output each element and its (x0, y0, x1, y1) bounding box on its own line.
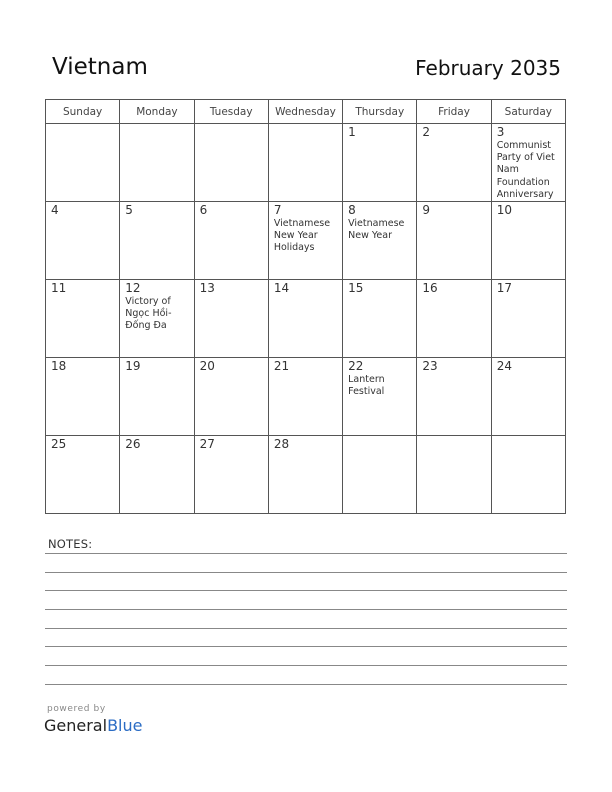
day-number: 27 (199, 437, 215, 452)
holiday-label (417, 373, 490, 374)
holiday-label (417, 139, 490, 140)
day-cell (268, 280, 342, 358)
day-number: 6 (199, 203, 208, 218)
weekday-header: Sunday (46, 100, 120, 124)
holiday-label (195, 295, 268, 296)
day-cell (268, 358, 342, 436)
month-year-title: February 2035 (415, 56, 561, 80)
notes-line (45, 628, 567, 629)
week-row (46, 202, 566, 280)
day-number: 18 (51, 359, 67, 374)
day-cell (194, 358, 268, 436)
day-number: 7 (273, 203, 282, 218)
holiday-label (343, 295, 416, 296)
day-number: 24 (496, 359, 512, 374)
day-cell (343, 280, 417, 358)
holiday-label: Victory of Ngọc Hồi-Đống Đa (125, 296, 172, 332)
day-number: 21 (273, 359, 290, 374)
day-number: 19 (125, 359, 141, 374)
holiday-label (417, 438, 490, 439)
holiday-label (417, 295, 490, 296)
day-cell (417, 358, 491, 436)
day-cell (120, 280, 194, 358)
notes-line (45, 590, 567, 591)
holiday-label (492, 373, 565, 374)
brand-logo[interactable] (44, 716, 142, 735)
holiday-label: Vietnamese New Year Holidays (273, 218, 331, 254)
day-cell (343, 202, 417, 280)
day-cell (120, 124, 194, 202)
holiday-label (195, 126, 268, 127)
day-cell (417, 202, 491, 280)
week-row (46, 280, 566, 358)
day-cell (46, 358, 120, 436)
notes-line (45, 572, 567, 573)
holiday-label (46, 451, 119, 452)
day-number: 2 (422, 125, 431, 139)
holiday-label (120, 126, 193, 127)
weekday-header: Monday (120, 100, 194, 124)
weekday-header: Friday (417, 100, 491, 124)
day-cell (194, 280, 268, 358)
day-cell (491, 280, 565, 358)
day-number: 17 (496, 281, 512, 296)
week-row (46, 358, 566, 436)
holiday-label (195, 217, 268, 218)
notes-line (45, 609, 567, 610)
day-number: 22 (348, 359, 364, 374)
day-cell (417, 124, 491, 202)
day-number: 26 (125, 437, 141, 452)
holiday-label (492, 295, 565, 296)
day-number: 12 (125, 281, 141, 296)
holiday-label (46, 295, 119, 296)
day-number: 25 (51, 437, 67, 452)
notes-line (45, 665, 567, 666)
day-cell (491, 436, 565, 514)
weekday-header: Wednesday (268, 100, 342, 124)
holiday-label (417, 217, 490, 218)
holiday-label (46, 126, 119, 127)
day-cell (46, 124, 120, 202)
day-cell (343, 124, 417, 202)
day-cell (491, 358, 565, 436)
day-cell (491, 202, 565, 280)
holiday-label (269, 295, 342, 296)
day-number: 15 (348, 281, 364, 296)
day-cell (194, 436, 268, 514)
holiday-label (46, 373, 119, 374)
calendar-grid (45, 99, 566, 512)
holiday-label (120, 217, 193, 218)
holiday-label (492, 438, 565, 439)
day-cell (120, 202, 194, 280)
notes-label: NOTES: (48, 537, 93, 551)
day-cell (46, 202, 120, 280)
notes-line (45, 553, 567, 554)
brand-blue: Blue (107, 716, 143, 735)
day-number: 20 (199, 359, 215, 374)
day-cell (194, 202, 268, 280)
day-cell (417, 280, 491, 358)
day-number: 3 (496, 125, 505, 139)
notes-line (45, 646, 567, 647)
day-number: 13 (199, 281, 215, 296)
holiday-label (46, 217, 119, 218)
day-cell (417, 436, 491, 514)
holiday-label (120, 451, 193, 452)
day-cell (46, 280, 120, 358)
week-row (46, 436, 566, 514)
week-row (46, 124, 566, 202)
day-cell (268, 202, 342, 280)
powered-by-text: powered by (47, 704, 106, 714)
day-number: 28 (273, 437, 290, 452)
day-number: 16 (422, 281, 438, 296)
holiday-label: Communist Party of Viet Nam Foundation Anniversary (496, 140, 555, 200)
weekday-header: Thursday (343, 100, 417, 124)
day-cell (268, 436, 342, 514)
day-number: 8 (348, 203, 356, 218)
holiday-label (492, 217, 565, 218)
day-cell (491, 124, 565, 202)
day-cell (343, 436, 417, 514)
day-number: 1 (348, 125, 356, 139)
day-number: 10 (496, 203, 512, 218)
day-cell (120, 358, 194, 436)
day-cell (268, 124, 342, 202)
day-cell (120, 436, 194, 514)
day-number: 11 (51, 281, 67, 296)
holiday-label (120, 373, 193, 374)
notes-line (45, 684, 567, 685)
day-cell (194, 124, 268, 202)
weekday-header-row (46, 100, 566, 124)
holiday-label: Vietnamese New Year (348, 218, 405, 242)
holiday-label (195, 451, 268, 452)
country-title: Vietnam (52, 54, 148, 80)
holiday-label (269, 373, 342, 374)
day-number: 14 (273, 281, 290, 296)
day-number: 9 (422, 203, 431, 218)
weekday-header: Saturday (491, 100, 565, 124)
day-number: 4 (51, 203, 59, 218)
day-cell (46, 436, 120, 514)
holiday-label (343, 139, 416, 140)
weekday-header: Tuesday (194, 100, 268, 124)
brand-general: General (44, 716, 108, 735)
day-number: 23 (422, 359, 438, 374)
day-number: 5 (125, 203, 133, 218)
holiday-label: Lantern Festival (348, 374, 385, 398)
day-cell (343, 358, 417, 436)
holiday-label (343, 438, 416, 439)
holiday-label (195, 373, 268, 374)
holiday-label (269, 126, 342, 127)
holiday-label (269, 451, 342, 452)
